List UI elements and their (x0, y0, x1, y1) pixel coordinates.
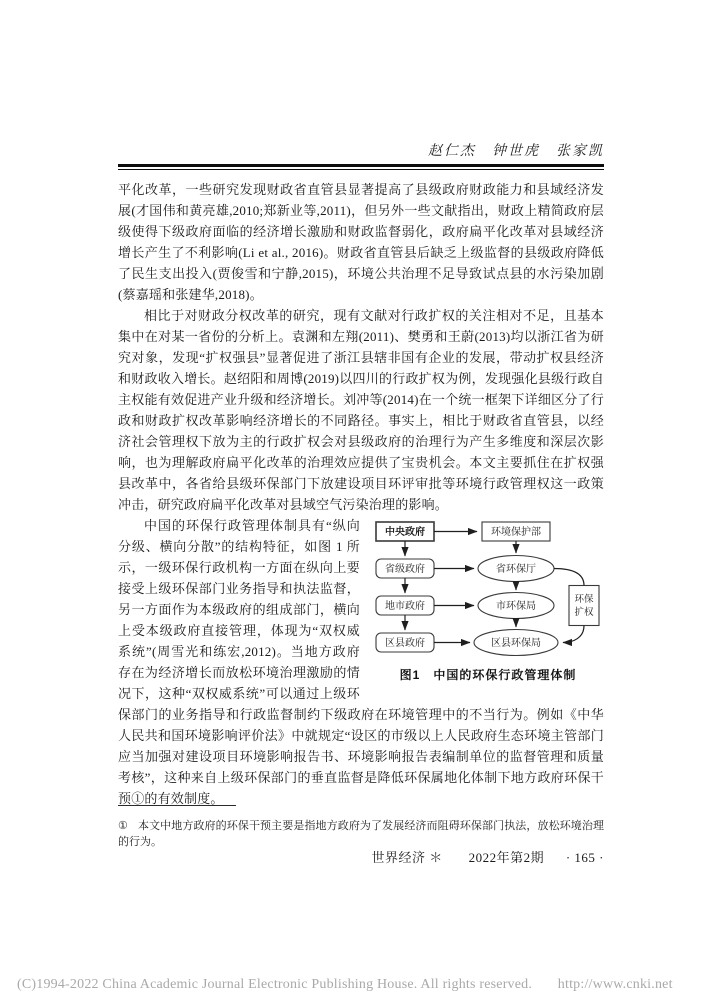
paragraph-literature-review: 相比于对财政分权改革的研究，现有文献对行政扩权的关注相对不足，且基本集中在对某一省份的分析上。袁渊和左翔(2011)、樊勇和王蔚(2013)均以浙江省为研究对象，发现“扩权强县”显著促进了浙江县辖非国有企业的发展，带动扩权县经济和财政收入增长。赵绍阳和周博(2019)以四川的行政扩权为例，发现强化县级行政自主权能有效促进产业升级和经济增长。刘冲等(2014)在一个统一框架下详细区分了行政和财政扩权改革影响经济增长的不同路径。事实上，相比于财政省直管县，以经济社会管理权下放为主的行政扩权会对县级政府的治理行为产生多维度和深层次影响，也为理解政府扁平化改革的治理效应提供了宝贵机会。本文主要抓住在扩权强县改革中，各省给县级环保部门下放建设项目环评审批等环境行政管理权这一政策冲击，研究政府扁平化改革对县域空气污染治理的影响。 (118, 308, 604, 512)
journal-name: 世界经济 ＊ (371, 850, 443, 865)
header-rule (118, 164, 604, 170)
node-epb-decentralization-box (569, 586, 599, 626)
author-names: 赵仁杰 钟世虎 张家凯 (428, 144, 604, 159)
copyright-bar (17, 977, 707, 993)
cnki-url: http://www.cnki.net (557, 977, 673, 992)
epb-system-diagram (372, 519, 604, 659)
paragraph-intro-continued: 平化改革，一些研究发现财政省直管县显著提高了县级政府财政能力和县域经济发展(才国伟和黄亮雄,2010;郑新业等,2011)，但另外一些文献指出，财政上精简政府层级使得下级政府面临的经济增长激励和财政监督弱化，政府扁平化改革对县域经济增长产生了不利影响(Li et al., 2016)。财政省直管县后缺乏上级监督的县级政府降低了民生支出投入(贾俊雪和宁静,2015)，环境公共治理不足导致试点县的水污染加剧(蔡嘉瑶和张建华,2018)。 (118, 182, 604, 302)
node-city-government-label: 地市政府 (385, 601, 425, 612)
node-provincial-epb-label: 省环保厅 (496, 564, 536, 575)
footnote-divider (118, 805, 236, 806)
node-county-epb-label: 区县环保局 (491, 638, 541, 649)
node-city-epb-label: 市环保局 (496, 601, 536, 612)
footnote (118, 818, 604, 850)
figure-caption: 图1 中国的环保行政管理体制 (399, 668, 577, 682)
node-environmental-protection-ministry-label: 环境保护部 (491, 527, 541, 538)
journal-footer (118, 847, 604, 866)
copyright-text: (C)1994-2022 China Academic Journal Electronic Publishing House. All rights reserved. (17, 977, 533, 992)
article-content (118, 140, 604, 809)
node-epb-decentralization-label-line1: 环保 (574, 595, 594, 605)
footnote-marker: ① (118, 820, 128, 832)
node-provincial-government-label: 省级政府 (385, 564, 425, 575)
paragraph-with-figure (118, 515, 604, 809)
node-epb-decentralization-label-line2: 扩权 (574, 608, 594, 618)
node-county-government-label: 区县政府 (385, 638, 425, 649)
node-central-government-label: 中央政府 (385, 527, 425, 538)
diagram-arrows (405, 532, 584, 643)
page-number: · 165 · (565, 850, 604, 865)
journal-issue: 2022年第2期 (468, 850, 545, 865)
paragraph-epb-system: 中国的环保行政管理体制具有“纵向分级、横向分散”的结构特征，如图 1 所示，一级环保行政机构一方面在纵向上要接受上级环保部门业务指导和执法监督，另一方面作为本级政府的组成部门，横向上受本级政府直接管理，体现为“双权威系统”(周雪光和练宏,2012)。当地方政府存在为经济增长而放松环境治理激励的情况下，这种“双权威系统”可以通过上级环保部门的业务指导和行政监督制约下级政府在环境管理中的不当行为。例如《中华人民共和国环境影响评价法》中就规定“设区的市级以上人民政府生态环境主管部门应当加强对建设项目环境影响报告书、环境影响报告表编制单位的监督管理和质量考核”，这种来自上级环保部门的垂直监督是降低环保属地化体制下地方政府环保干预①的有效制度。 (118, 518, 604, 806)
figure-epb-admin-system (372, 519, 604, 683)
footnote-text: 本文中地方政府的环保干预主要是指地方政府为了发展经济而阻碍环保部门执法，放松环境治理的行为。 (118, 820, 604, 848)
